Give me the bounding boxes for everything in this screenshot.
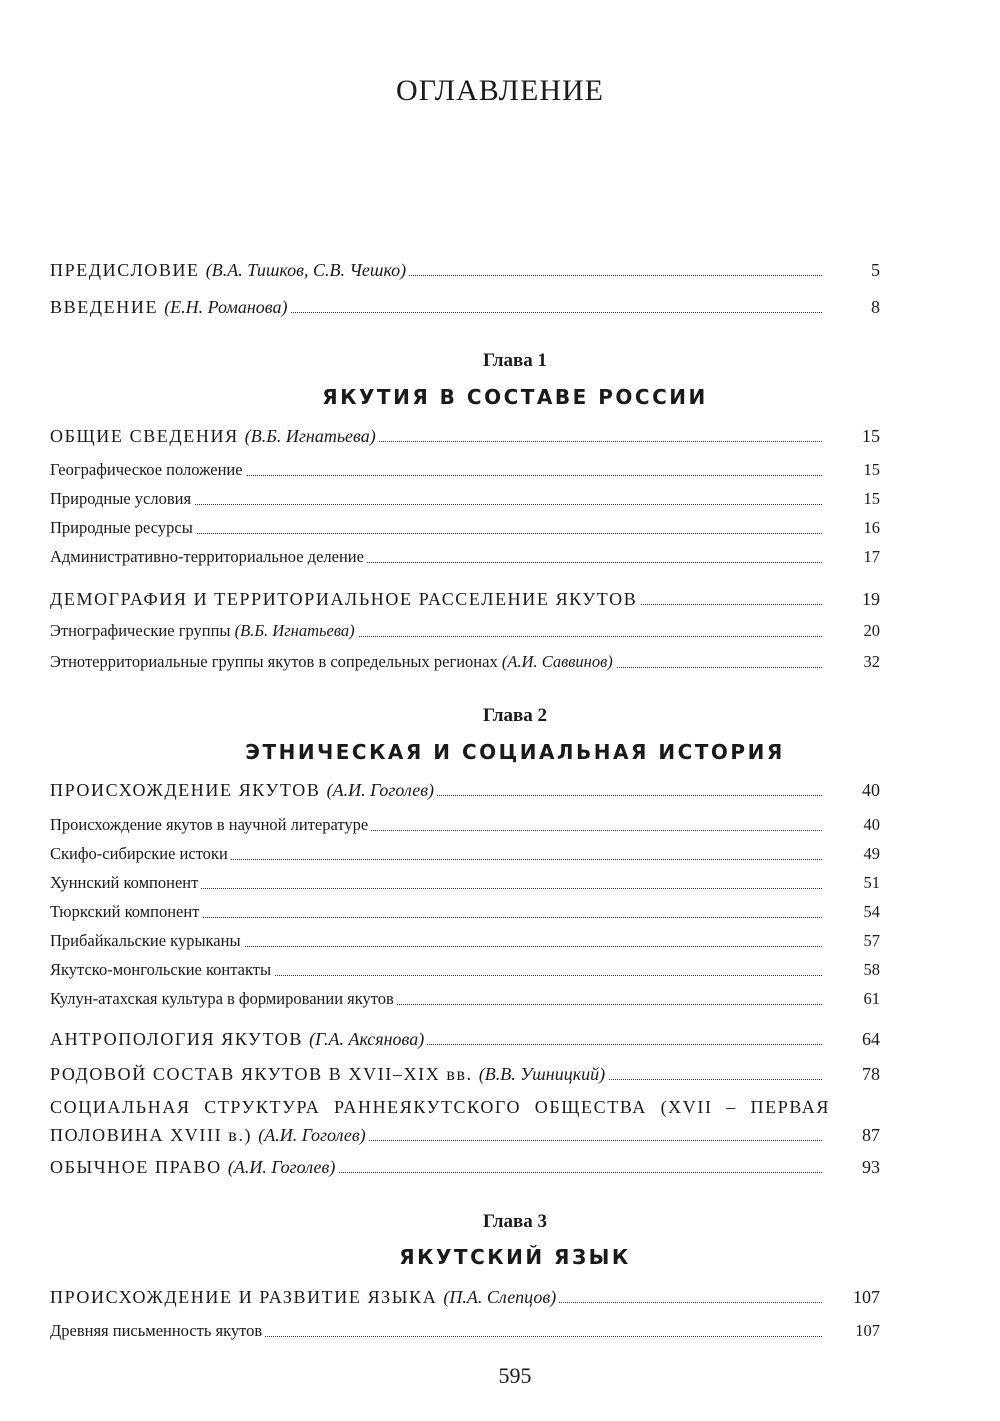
entry-title: ПРОИСХОЖДЕНИЕ И РАЗВИТИЕ ЯЗЫКА: [50, 1287, 438, 1307]
entry-author: (Е.Н. Романова): [164, 297, 288, 317]
entry-title: ВВЕДЕНИЕ: [50, 297, 159, 317]
entry-page: 15: [863, 489, 880, 508]
entry-page: 8: [871, 297, 880, 317]
entry-title: ПОЛОВИНА XVIII в.): [50, 1125, 253, 1145]
chapter-number: Глава 2: [482, 705, 548, 726]
entry-title: Прибайкальские курыканы: [50, 931, 241, 950]
entry-page: 58: [863, 960, 880, 979]
entry-author: (Г.А. Аксянова): [309, 1029, 425, 1049]
toc-entry[interactable]: [50, 778, 880, 802]
toc-entry[interactable]: [50, 458, 880, 482]
entry-title: Древняя письменность якутов: [50, 1321, 263, 1340]
toc-entry[interactable]: [50, 587, 880, 611]
entry-title-line1: СОЦИАЛЬНАЯ СТРУКТУРА РАННЕЯКУТСКОГО ОБЩЕСТВА (XVII – ПЕРВАЯ: [50, 1097, 830, 1117]
toc-entry-preface[interactable]: [50, 258, 880, 282]
entry-title: Географическое положение: [50, 460, 243, 479]
entry-title: ОБЫЧНОЕ ПРАВО: [50, 1157, 222, 1177]
entry-author: (А.И. Гоголев): [258, 1125, 366, 1145]
chapter-number: Глава 3: [482, 1211, 548, 1232]
entry-page: 17: [863, 547, 880, 566]
entry-page: 15: [862, 426, 880, 446]
entry-title: Этнографические группы: [50, 621, 231, 640]
entry-page: 93: [862, 1157, 880, 1177]
entry-title: Происхождение якутов в научной литературе: [50, 815, 369, 834]
entry-page: 54: [863, 902, 880, 921]
entry-author: (В.В. Ушницкий): [478, 1064, 606, 1084]
entry-page: 20: [863, 621, 880, 640]
toc-entry[interactable]: [50, 487, 880, 511]
entry-author: (В.Б. Игнатьева): [234, 621, 355, 640]
toc-entry[interactable]: [50, 1027, 880, 1051]
entry-page: 57: [863, 931, 880, 950]
entry-title: Этнотерриториальные группы якутов в сопредельных регионах: [50, 652, 498, 671]
entry-page: 5: [871, 260, 880, 280]
toc-entry[interactable]: [50, 1319, 880, 1343]
toc-entry[interactable]: [50, 424, 880, 448]
entry-page: 78: [862, 1064, 880, 1084]
toc-entry-introduction[interactable]: [50, 295, 880, 319]
toc-entry[interactable]: [50, 619, 880, 643]
entry-page: 64: [862, 1029, 880, 1049]
entry-author: (А.И. Гоголев): [326, 780, 435, 800]
entry-title: АНТРОПОЛОГИЯ ЯКУТОВ: [50, 1029, 304, 1049]
chapter-title: ЯКУТСКИЙ ЯЗЫК: [399, 1245, 631, 1269]
entry-title: ДЕМОГРАФИЯ И ТЕРРИТОРИАЛЬНОЕ РАССЕЛЕНИЕ ЯКУТОВ: [50, 589, 638, 609]
entry-title: Тюркский компонент: [50, 902, 200, 921]
toc-entry[interactable]: [50, 545, 880, 569]
entry-page: 49: [863, 844, 880, 863]
chapter-title: ЭТНИЧЕСКАЯ И СОЦИАЛЬНАЯ ИСТОРИЯ: [245, 740, 785, 764]
entry-page: 107: [855, 1321, 880, 1340]
page-number: 595: [498, 1363, 532, 1388]
entry-author: (П.А. Слепцов): [443, 1287, 557, 1307]
toc-entry[interactable]: [50, 516, 880, 540]
entry-title: Кулун-атахская культура в формировании якутов: [50, 989, 394, 1008]
toc-entry[interactable]: [50, 900, 880, 924]
entry-title: Природные условия: [50, 489, 192, 508]
entry-author: (В.Б. Игнатьева): [244, 426, 376, 446]
toc-entry[interactable]: [50, 650, 880, 674]
entry-title: Скифо-сибирские истоки: [50, 844, 228, 863]
entry-page: 87: [862, 1125, 880, 1145]
entry-title: РОДОВОЙ СОСТАВ ЯКУТОВ В XVII–XIX вв.: [50, 1064, 473, 1084]
entry-page: 40: [863, 815, 880, 834]
toc-entry[interactable]: [50, 1155, 880, 1179]
chapter-number: Глава 1: [482, 350, 548, 371]
entry-page: 15: [863, 460, 880, 479]
entry-author: (В.А. Тишков, С.В. Чешко): [205, 260, 407, 280]
toc-entry[interactable]: [50, 987, 880, 1011]
entry-page: 19: [862, 589, 880, 609]
entry-title: Административно-территориальное деление: [50, 547, 364, 566]
entry-page: 16: [863, 518, 880, 537]
entry-title: ПРОИСХОЖДЕНИЕ ЯКУТОВ: [50, 780, 321, 800]
toc-entry[interactable]: [50, 1285, 880, 1309]
toc-entry[interactable]: [50, 1062, 880, 1086]
entry-title: Природные ресурсы: [50, 518, 193, 537]
entry-author: (А.И. Гоголев): [227, 1157, 336, 1177]
entry-title: Якутско-монгольские контакты: [50, 960, 272, 979]
entry-title: ОБЩИЕ СВЕДЕНИЯ: [50, 426, 239, 446]
toc-entry[interactable]: [50, 871, 880, 895]
toc-entry[interactable]: [50, 813, 880, 837]
chapter-title: ЯКУТИЯ В СОСТАВЕ РОССИИ: [322, 385, 708, 409]
toc-entry[interactable]: [50, 1095, 880, 1151]
entry-title: Хуннский компонент: [50, 873, 199, 892]
entry-author: (А.И. Саввинов): [501, 652, 613, 671]
page-title: ОГЛАВЛЕНИЕ: [396, 74, 604, 107]
toc-entry[interactable]: [50, 842, 880, 866]
entry-page: 32: [863, 652, 880, 671]
entry-page: 40: [862, 780, 880, 800]
entry-page: 107: [853, 1287, 880, 1307]
toc-entry[interactable]: [50, 929, 880, 953]
entry-title: ПРЕДИСЛОВИЕ: [50, 260, 200, 280]
toc-entry[interactable]: [50, 958, 880, 982]
entry-page: 61: [863, 989, 880, 1008]
entry-page: 51: [863, 873, 880, 892]
